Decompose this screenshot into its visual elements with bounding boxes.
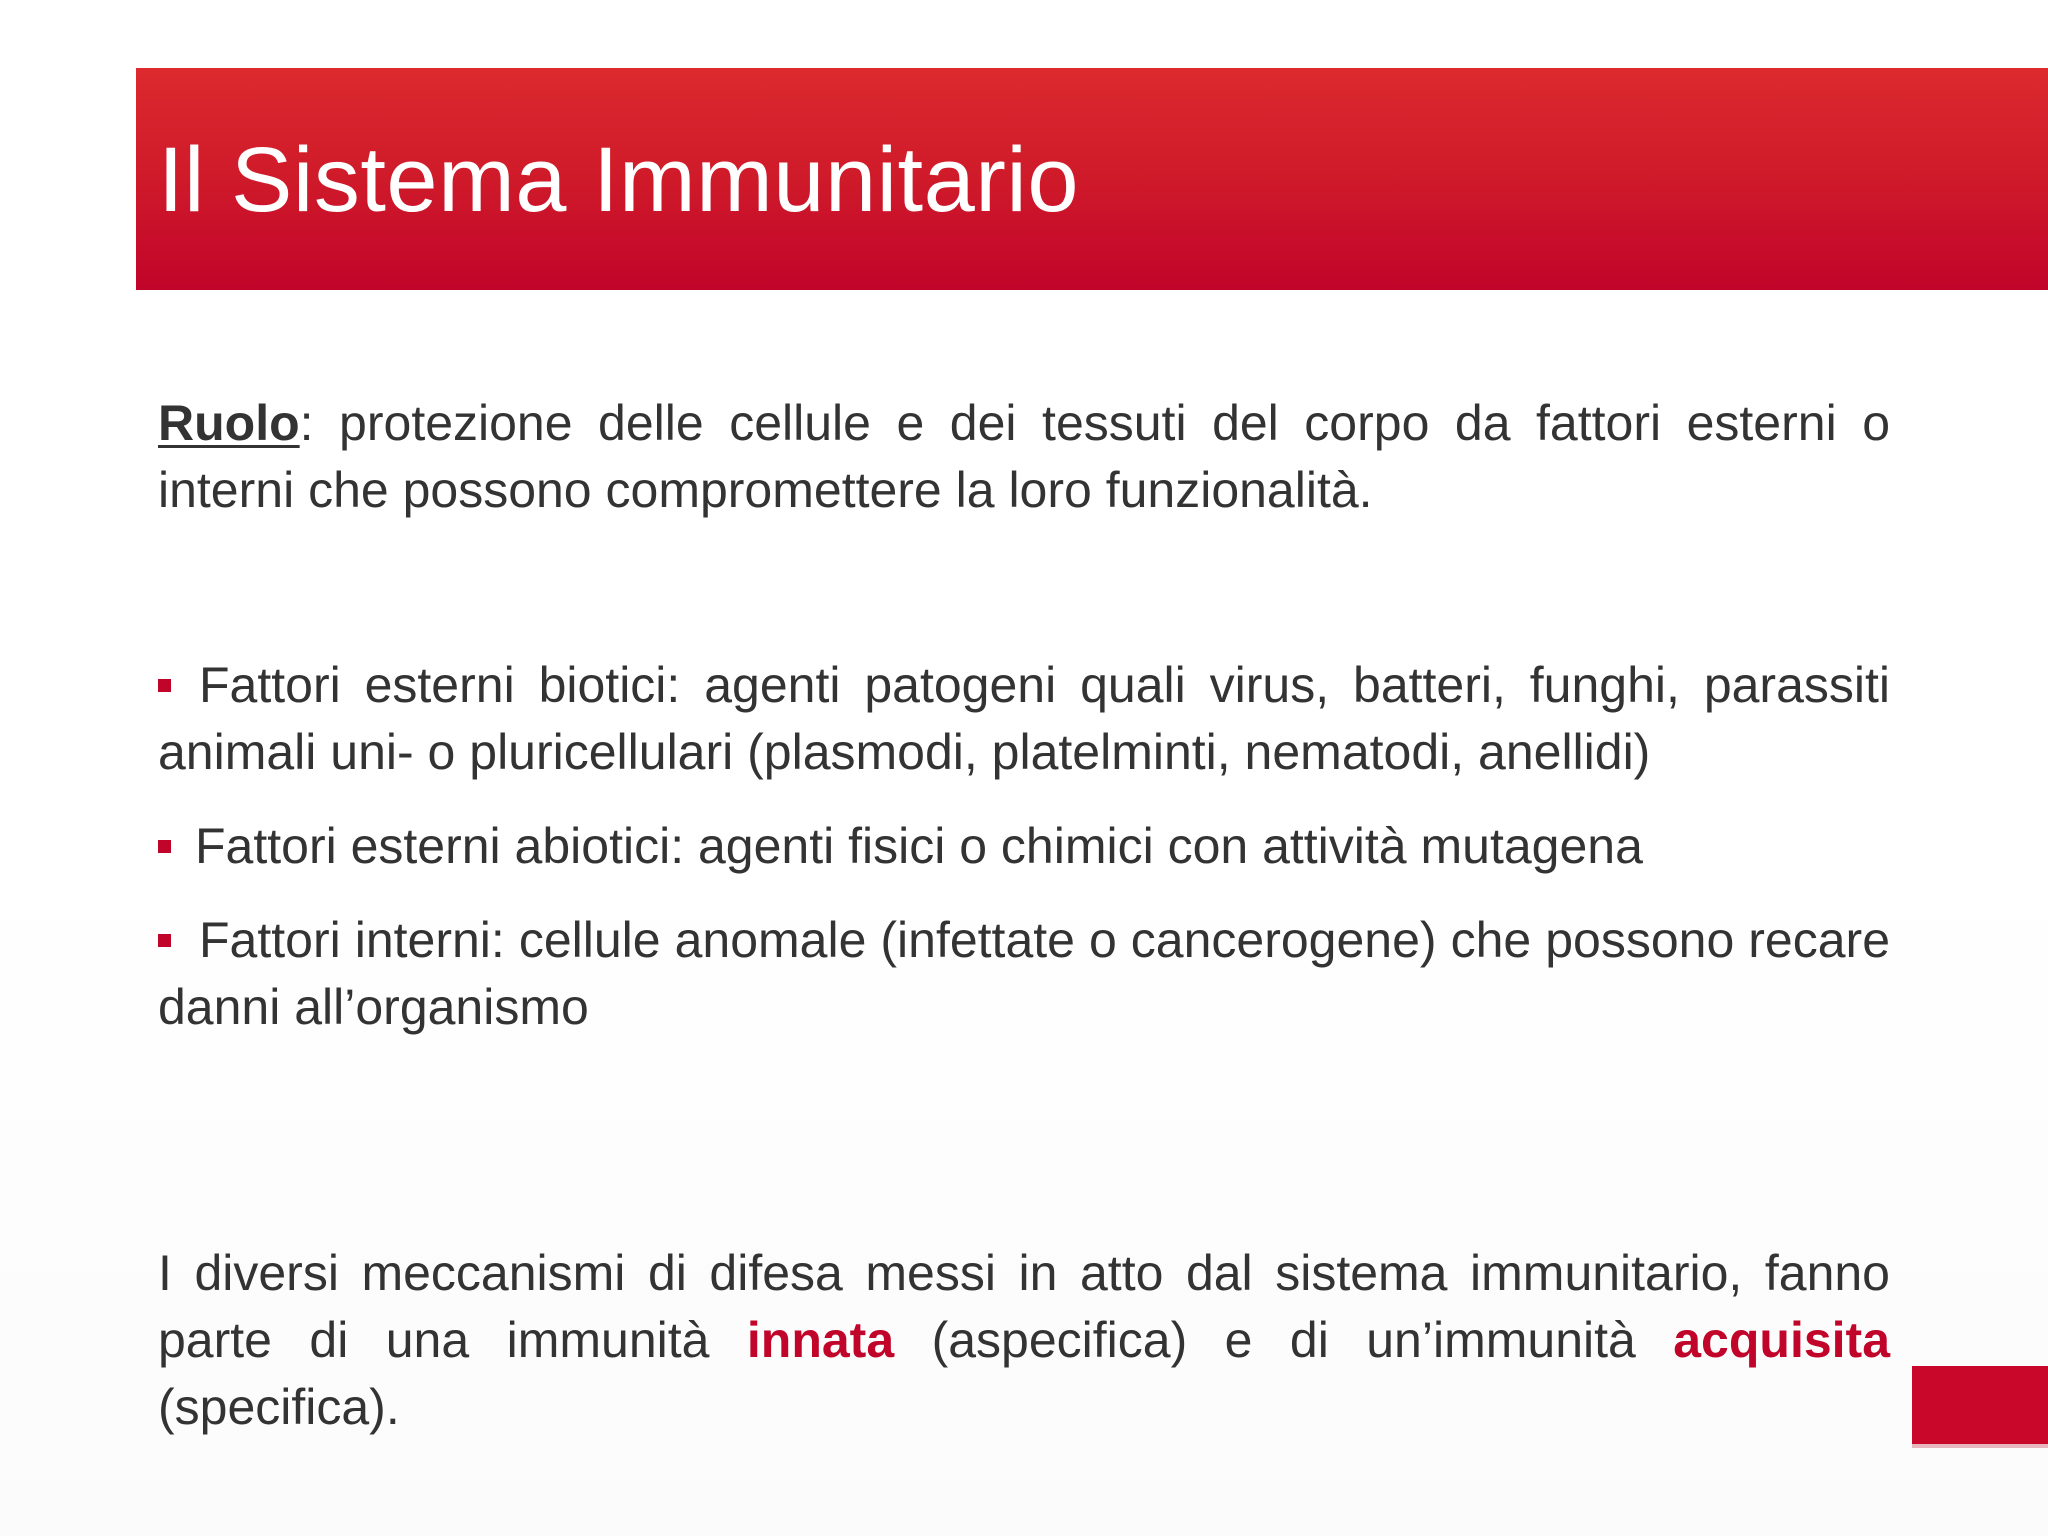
bullet-text: Fattori esterni biotici: agenti patogeni quali virus, batteri, funghi, parassiti animali uni- o pluricellulari (plasmodi, platelminti, nematodi, anellidi) (158, 657, 1890, 780)
bullet-text: Fattori esterni abiotici: agenti fisici o chimici con attività mutagena (195, 818, 1643, 874)
role-text: : protezione delle cellule e dei tessuti del corpo da fattori esterni o interni che possono compromettere la loro funzionalità. (158, 395, 1890, 518)
corner-accent-block (1912, 1366, 2048, 1444)
corner-accent-line (1912, 1444, 2048, 1448)
square-bullet-icon (158, 679, 171, 692)
square-bullet-icon (158, 840, 171, 853)
role-label: Ruolo (158, 395, 300, 451)
defense-paragraph (158, 1240, 1890, 1441)
role-paragraph (158, 390, 1890, 524)
square-bullet-icon (158, 934, 171, 947)
defense-text-3: (specifica). (158, 1379, 400, 1435)
acquired-highlight: acquisita (1673, 1312, 1890, 1368)
bullet-text: Fattori interni: cellule anomale (infettate o cancerogene) che possono recare danni all’organismo (158, 912, 1890, 1035)
defense-text-1: I diversi meccanismi di difesa messi in atto dal sistema immunitario, fanno parte di una immunità (158, 1245, 1890, 1368)
list-item-internal (158, 907, 1890, 1041)
list-item-abiotic (158, 813, 1890, 880)
slide-title: Il Sistema Immunitario (158, 129, 1080, 231)
factors-list (158, 652, 1890, 1068)
defense-text-2: (aspecifica) e di un’immunità (894, 1312, 1674, 1368)
innate-highlight: innata (746, 1312, 895, 1368)
list-item-biotic (158, 652, 1890, 786)
